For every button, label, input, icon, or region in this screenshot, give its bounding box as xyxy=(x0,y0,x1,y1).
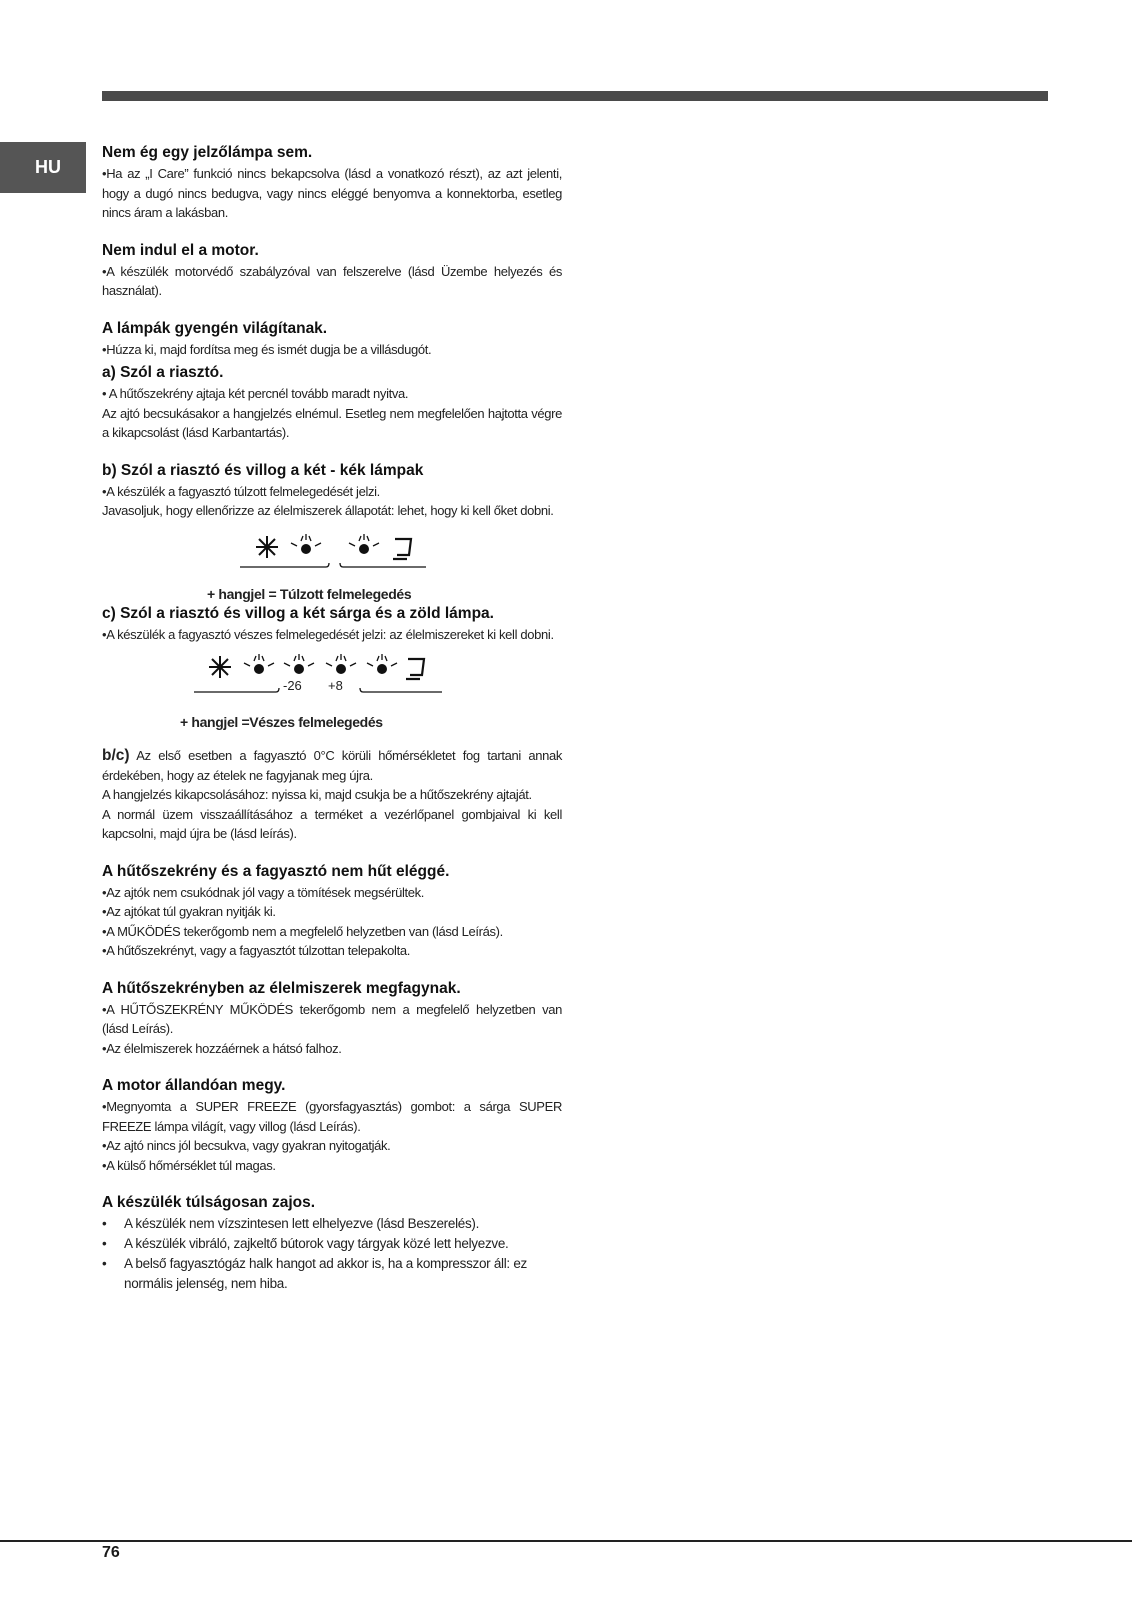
language-tab: HU xyxy=(0,142,86,193)
temperature-label-right: +8 xyxy=(328,677,343,693)
section-lead: b/c) xyxy=(102,747,130,764)
page-number: 76 xyxy=(102,1544,120,1561)
troubleshooting-content xyxy=(102,143,562,1312)
lamp-diagram-b xyxy=(102,527,562,577)
section-motor-not-start xyxy=(102,241,562,301)
drinking-glass-icon xyxy=(393,539,411,559)
section-text: •Az ajtó nincs jól becsukva, vagy gyakran nyitogatják. xyxy=(102,1138,391,1153)
section-no-lamp xyxy=(102,143,562,223)
section-text: •Ha az „I Care” funkció nincs bekapcsolva (lásd a vonatkozó részt), az azt jelenti, hogy a dugó nincs bedugva, vagy nincs eléggé benyomva a konnektorba, esetleg nincs áram a lakásban. xyxy=(102,166,562,220)
diagram-caption: + hangjel =Vészes felmelegedés xyxy=(180,713,383,730)
section-text: •A készülék motorvédő szabályzóval van felszerelve (lásd Üzembe helyezés és használat). xyxy=(102,263,562,298)
blinking-lamp-icon xyxy=(367,654,397,674)
snowflake-icon xyxy=(209,656,231,678)
section-title: A lámpák gyengén világítanak. xyxy=(102,319,328,337)
section-text: •Az ajtók nem csukódnak jól vagy a tömítések megsérültek. xyxy=(102,884,425,900)
section-text: Az ajtó becsukásakor a hangjelzés elnémul. Esetleg nem megfelelően hajtotta végre a kikapcsolást (lásd Karbantartás). xyxy=(102,405,562,440)
section-motor-always xyxy=(102,1076,562,1175)
section-text: •A külső hőmérséklet túl magas. xyxy=(102,1157,276,1173)
temperature-label-left: -26 xyxy=(283,677,302,693)
section-food-freeze xyxy=(102,979,562,1059)
section-alarm-c xyxy=(102,604,562,732)
section-text: •A MŰKÖDÉS tekerőgomb nem a megfelelő helyzetben van (lásd Leírás). xyxy=(102,923,503,939)
section-text: •A HŰTŐSZEKRÉNY MŰKÖDÉS tekerőgomb nem a megfelelő helyzetben van (lásd Leírás). xyxy=(102,1001,562,1036)
blinking-lamp-icon xyxy=(326,654,356,674)
section-text: •A készülék a fagyasztó vészes felmelegedését jelzi: az élelmiszereket ki kell dobni. xyxy=(102,627,554,642)
section-text: •A készülék a fagyasztó túlzott felmelegedését jelzi. xyxy=(102,483,380,499)
section-title: A hűtőszekrényben az élelmiszerek megfagynak. xyxy=(102,979,461,997)
section-text: A hangjelzés kikapcsolásához: nyissa ki, majd csukja be a hűtőszekrény ajtaját. xyxy=(102,787,532,802)
section-text: •Megnyomta a SUPER FREEZE (gyorsfagyasztás) gombot: a sárga SUPER FREEZE lámpa világít, vagy villog (lásd Leírás). xyxy=(102,1099,562,1134)
diagram-caption: + hangjel = Túlzott felmelegedés xyxy=(207,585,412,602)
section-text: •Az ajtókat túl gyakran nyitják ki. xyxy=(102,904,276,919)
section-title: Nem ég egy jelzőlámpa sem. xyxy=(102,144,313,161)
section-text: Javasoljuk, hogy ellenőrizze az élelmiszerek állapotát: lehet, hogy ki kell őket dobni. xyxy=(102,503,554,518)
section-title: b) Szól a riasztó és villog a két - kék lámpak xyxy=(102,461,424,479)
list-item: • A készülék vibráló, zajkeltő bútorok vagy tárgyak közé lett helyezve. xyxy=(102,1236,509,1251)
section-title: c) Szól a riasztó és villog a két sárga és a zöld lámpa. xyxy=(102,605,494,622)
top-rule xyxy=(102,91,1048,101)
section-text: A normál üzem visszaállításához a terméket a vezérlőpanel gombjaival ki kell kapcsolni, majd újra be (lásd leírás). xyxy=(102,806,562,841)
section-alarm-a xyxy=(102,363,562,443)
noise-cause-list xyxy=(102,1214,562,1294)
snowflake-icon xyxy=(256,536,278,558)
blinking-lamp-icon xyxy=(284,654,314,674)
section-title: Nem indul el a motor. xyxy=(102,241,259,259)
section-noisy xyxy=(102,1193,562,1294)
bottom-rule xyxy=(0,1540,1132,1542)
section-alarm-b xyxy=(102,461,562,605)
list-item: • A belső fagyasztógáz halk hangot ad akkor is, ha a kompresszor áll: ez normális jelenség, nem hiba. xyxy=(102,1256,527,1291)
section-title: A motor állandóan megy. xyxy=(102,1077,286,1094)
blinking-lamp-icon xyxy=(291,534,321,554)
section-lamps-dim xyxy=(102,319,562,360)
lamp-indicator-diagram xyxy=(102,651,562,699)
blinking-lamp-icon xyxy=(349,534,379,554)
section-text: • A hűtőszekrény ajtaja két percnél tovább maradt nyitva. xyxy=(102,386,409,401)
lamp-diagram-c xyxy=(102,651,562,699)
section-text: •Az élelmiszerek hozzáérnek a hátsó falhoz. xyxy=(102,1040,342,1056)
section-bc xyxy=(102,746,562,844)
section-text: b/c) Az első esetben a fagyasztó 0°C körüli hőmérsékletet fog tartani annak érdekében, hogy az ételek ne fagyjanak meg újra. xyxy=(102,747,562,783)
blinking-lamp-icon xyxy=(244,654,274,674)
drinking-glass-icon xyxy=(406,659,424,679)
section-title: A hűtőszekrény és a fagyasztó nem hűt eléggé. xyxy=(102,862,450,880)
section-title: A készülék túlságosan zajos. xyxy=(102,1194,316,1211)
section-title: a) Szól a riasztó. xyxy=(102,364,224,381)
section-not-cool xyxy=(102,862,562,961)
lamp-indicator-diagram xyxy=(102,527,562,577)
section-text: •Húzza ki, majd fordítsa meg és ismét dugja be a villásdugót. xyxy=(102,341,432,357)
list-item: • A készülék nem vízszintesen lett elhelyezve (lásd Beszerelés). xyxy=(102,1216,480,1231)
section-text: •A hűtőszekrényt, vagy a fagyasztót túlzottan telepakolta. xyxy=(102,943,411,958)
